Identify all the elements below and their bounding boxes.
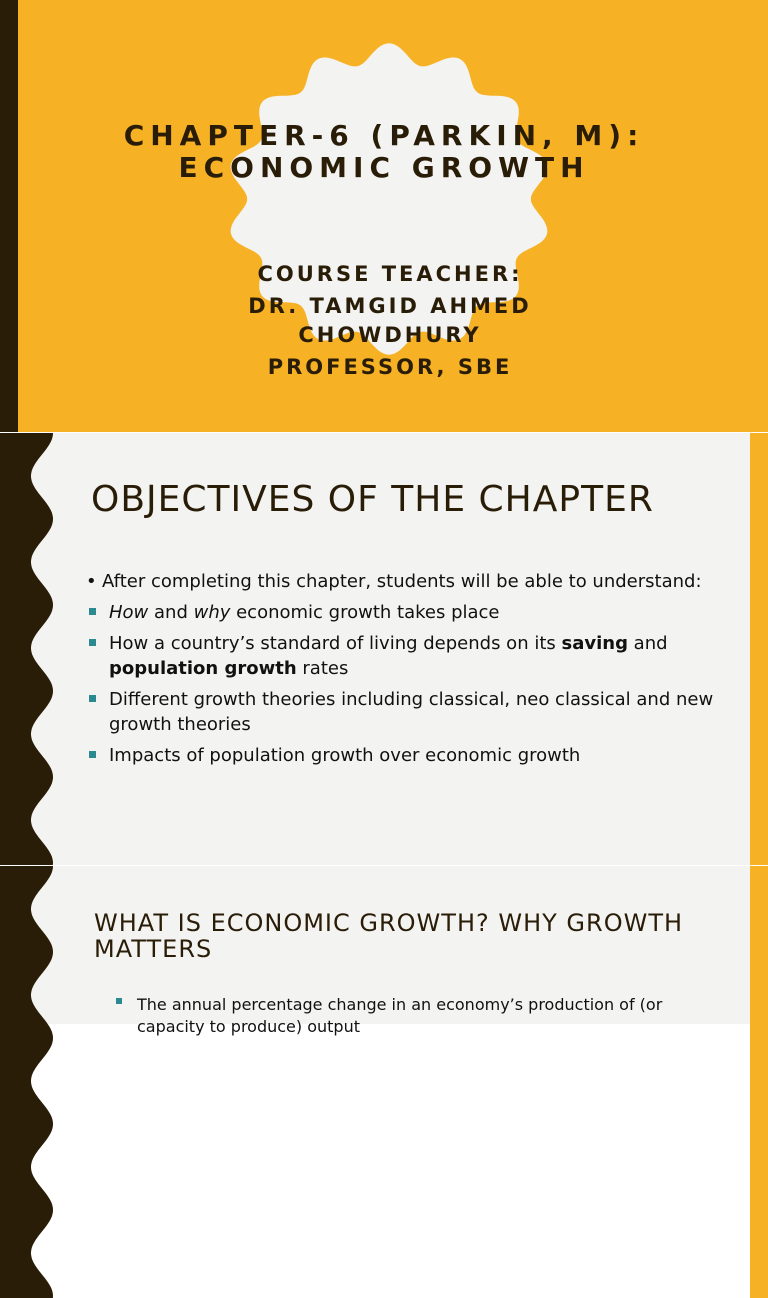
wavy-left-border	[0, 433, 60, 865]
title-slide	[0, 0, 768, 432]
objectives-slide	[0, 433, 768, 865]
economic-growth-slide	[0, 866, 768, 1036]
objectives-list	[86, 569, 726, 774]
slide-title-line-1: CHAPTER-6 (PARKIN, M):	[123, 119, 645, 152]
square-bullet-icon	[89, 639, 96, 646]
slide-title-line-2: ECONOMIC GROWTH	[178, 151, 590, 184]
right-accent-strip	[750, 433, 768, 865]
left-accent-bar	[0, 0, 18, 432]
list-item: Different growth theories including classical, neo classical and new growth theories	[86, 687, 726, 737]
teacher-position: PROFESSOR, SBE	[267, 355, 513, 379]
square-bullet-icon	[89, 695, 96, 702]
slide-title: OBJECTIVES OF THE CHAPTER	[91, 479, 654, 520]
list-item-intro: • After completing this chapter, students will be able to understand:	[86, 571, 702, 592]
list-item: How a country’s standard of living depends on its saving and population growth rates	[86, 631, 726, 681]
definition-list	[116, 994, 716, 1038]
square-bullet-icon	[89, 608, 96, 615]
teacher-name-line-2: CHOWDHURY	[298, 323, 482, 347]
wavy-left-border	[0, 866, 60, 1298]
slide-title: WHAT IS ECONOMIC GROWTH? WHY GROWTH MATTERS	[94, 909, 684, 963]
list-item: Impacts of population growth over economic growth	[86, 743, 726, 768]
list-item: The annual percentage change in an economy’s production of (or capacity to produce) output	[116, 994, 716, 1038]
round-bullet-icon: •	[86, 571, 97, 592]
course-teacher-label: COURSE TEACHER:	[257, 262, 523, 286]
right-accent-strip	[750, 866, 768, 1298]
list-item: How and why economic growth takes place	[86, 600, 726, 625]
square-bullet-icon	[116, 998, 122, 1004]
teacher-name-line-1: DR. TAMGID AHMED	[248, 294, 532, 318]
square-bullet-icon	[89, 751, 96, 758]
